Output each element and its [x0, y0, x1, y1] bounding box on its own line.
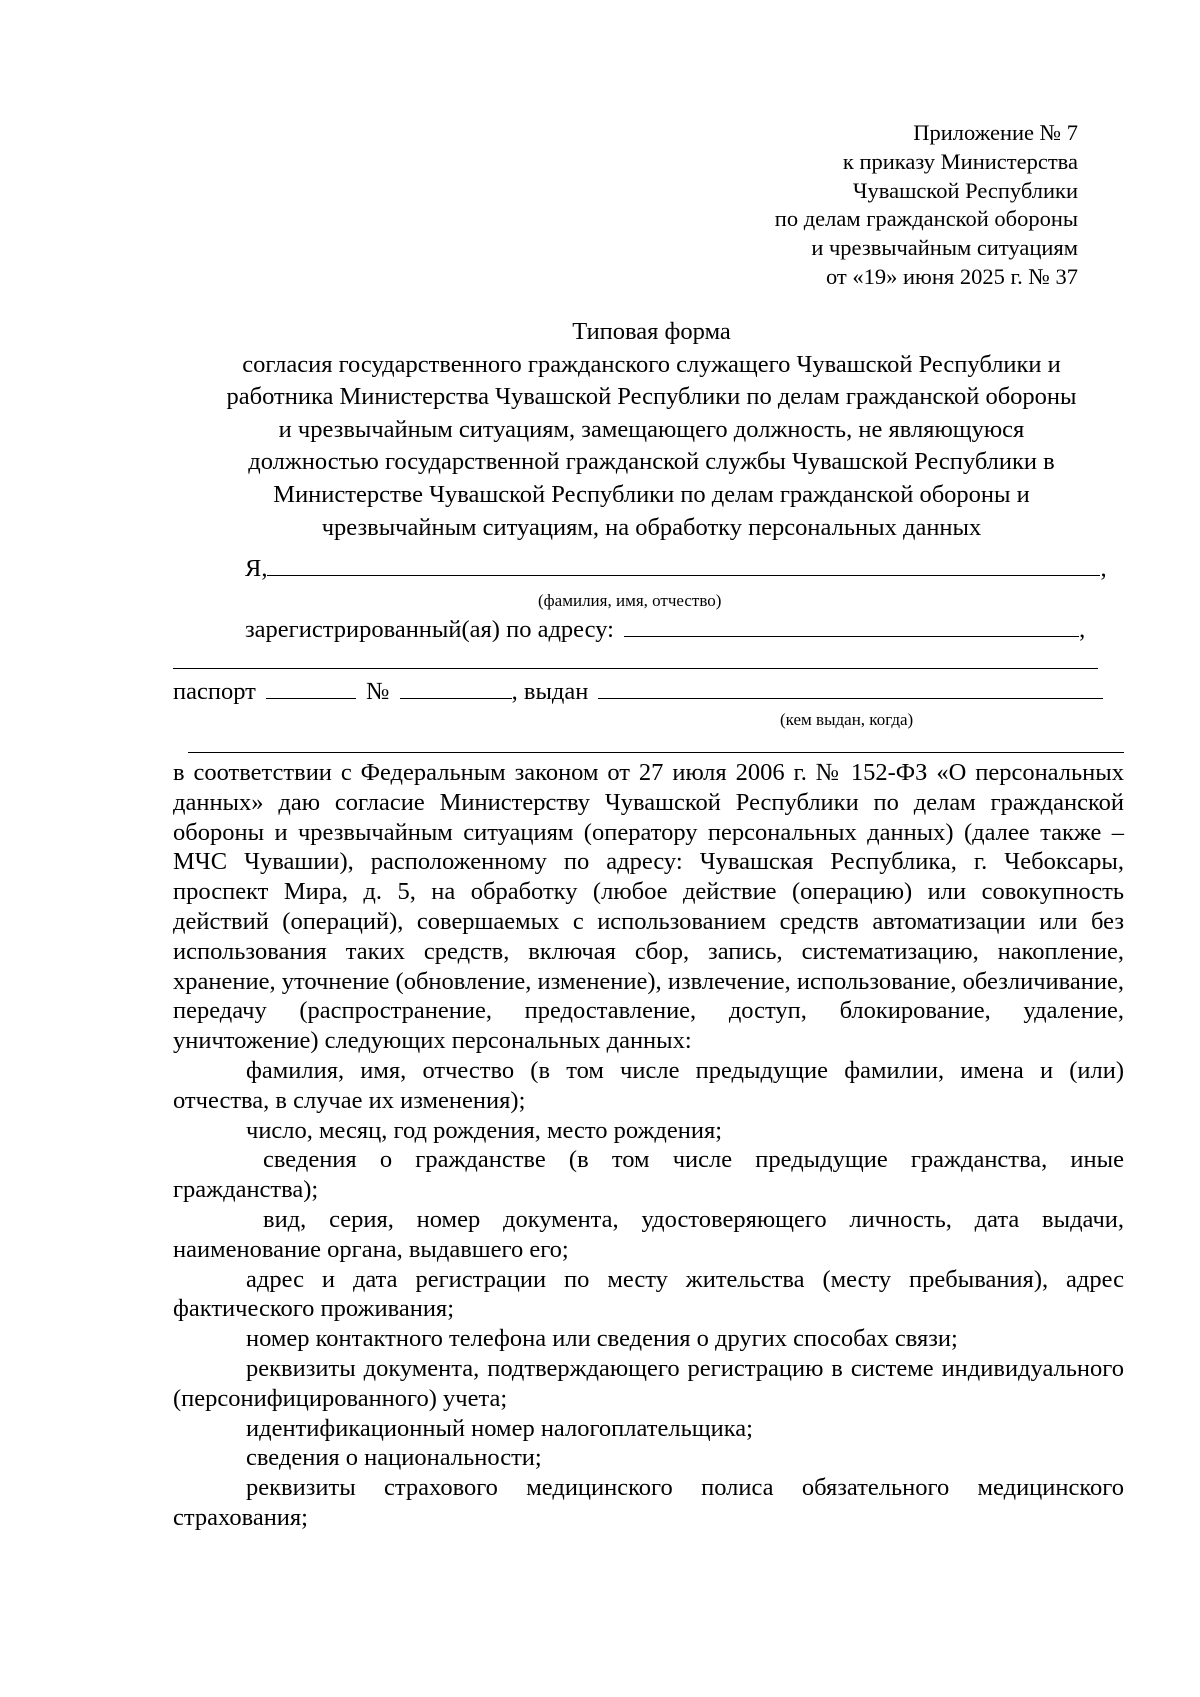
list-item: сведения о гражданстве (в том числе предыдущие гражданства, иные гражданства);: [173, 1146, 1124, 1204]
appendix-line: Чувашской Республики: [852, 177, 1078, 203]
passport-number-field[interactable]: [400, 676, 512, 699]
i-label: Я,: [245, 555, 268, 582]
appendix-line: по делам гражданской обороны: [774, 206, 1078, 232]
passport-row: [173, 676, 1103, 706]
list-item: фамилия, имя, отчество (в том числе предыдущие фамилии, имена и (или) отчества, в случае их изменения);: [173, 1056, 1124, 1114]
consent-paragraph: в соответствии с Федеральным законом от 27 июля 2006 г. № 152-ФЗ «О персональных данных» даю согласие Министерству Чувашской Республики по делам гражданской обороны и чрезвычайным ситуациям (оператору персональных данных) (далее также – МЧС Чувашии), расположенному по адресу: Чувашская Республика, г. Чебоксары, проспект Мира, д. 5, на обработку (любое действие (операцию) или совокупность действий (операций), совершаемых с использованием средств автоматизации или без использования таких средств, включая сбор, запись, систематизацию, накопление, хранение, уточнение (обновление, изменение), извлечение, использование, обезличивание, передачу (распространение, предоставление, доступ, блокирование, удаление, уничтожение) следующих персональных данных:: [173, 759, 1124, 1055]
title-line: должностью государственной гражданской службы Чувашской Республики в: [248, 448, 1055, 476]
title-line: работника Министерства Чувашской Республики по делам гражданской обороны: [226, 383, 1077, 411]
fio-comma: ,: [1100, 555, 1107, 582]
issued-label: , выдан: [511, 678, 589, 705]
number-sign: №: [366, 678, 390, 705]
issued-caption: (кем выдан, когда): [780, 710, 914, 729]
list-item: реквизиты страхового медицинского полиса обязательного медицинского страхования;: [173, 1474, 1124, 1531]
address-field[interactable]: [624, 614, 1079, 637]
appendix-line: и чрезвычайным ситуациям: [811, 235, 1078, 261]
fio-field[interactable]: [267, 553, 1100, 576]
address-row: [245, 614, 1085, 644]
list-item: сведения о национальности;: [246, 1444, 542, 1472]
title-line: чрезвычайным ситуациям, на обработку персональных данных: [321, 513, 982, 541]
appendix-line: к приказу Министерства: [842, 148, 1078, 174]
fio-caption: (фамилия, имя, отчество): [538, 591, 722, 610]
list-item: номер контактного телефона или сведения о других способах связи;: [246, 1325, 958, 1353]
appendix-line: Приложение № 7: [913, 120, 1078, 145]
passport-label: паспорт: [173, 678, 256, 705]
list-item: реквизиты документа, подтверждающего регистрацию в системе индивидуального (персонифицированного) учета;: [173, 1354, 1124, 1412]
title-line: Типовая форма: [572, 318, 731, 345]
address-comma: ,: [1079, 616, 1086, 643]
list-item: идентификационный номер налогоплательщика;: [246, 1414, 753, 1442]
title-line: согласия государственного гражданского служащего Чувашской Республики и: [242, 350, 1061, 378]
appendix-line: от «19» июня 2025 г. № 37: [825, 263, 1078, 289]
appendix-header: [775, 119, 1078, 292]
address-field-continuation[interactable]: [173, 668, 1098, 669]
consent-body: [173, 758, 1124, 1533]
document-title: [160, 316, 1143, 544]
fio-row: [245, 553, 1107, 583]
list-item: число, месяц, год рождения, место рождения;: [246, 1116, 723, 1144]
passport-series-field[interactable]: [266, 676, 356, 699]
issued-by-field[interactable]: [598, 676, 1103, 699]
list-item: вид, серия, номер документа, удостоверяющего личность, дата выдачи, наименование органа, выдавшего его;: [173, 1205, 1124, 1263]
list-item: адрес и дата регистрации по месту жительства (месту пребывания), адрес фактического проживания;: [173, 1265, 1124, 1323]
title-line: Министерстве Чувашской Республики по делам гражданской обороны и: [273, 480, 1030, 508]
registered-label: зарегистрированный(ая) по адресу:: [245, 616, 614, 643]
title-line: и чрезвычайным ситуациям, замещающего должность, не являющуюся: [278, 415, 1025, 443]
issued-by-field-continuation[interactable]: [188, 752, 1124, 753]
